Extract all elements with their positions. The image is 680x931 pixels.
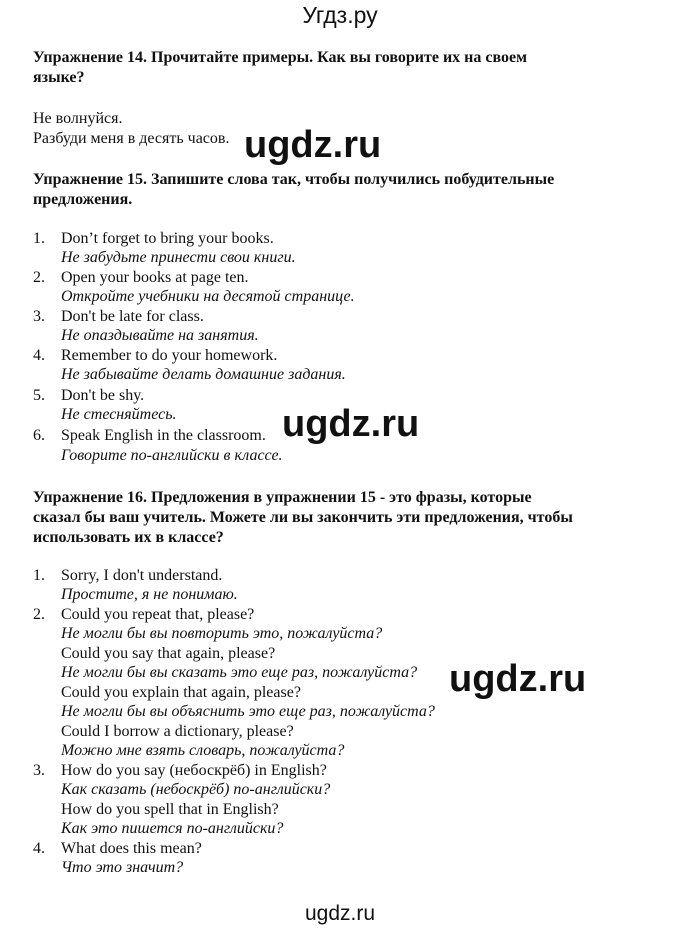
ex16-title-line1: Упражнение 16. Предложения в упражнении 15 - это фразы, которые xyxy=(33,489,532,506)
ex14-title-line2: языке? xyxy=(33,69,85,86)
watermark-3: ugdz.ru xyxy=(449,658,587,700)
ex15-item-english: Don’t forget to bring your books. xyxy=(61,230,274,247)
ex15-item-number: 5. xyxy=(33,387,45,404)
ex16-phrase-russian: Не могли бы вы сказать это еще раз, пожалуйста? xyxy=(61,664,418,681)
ex16-phrase-english: Could you say that again, please? xyxy=(61,645,276,662)
ex15-item-english: Don't be late for class. xyxy=(61,308,204,325)
ex15-item-russian: Не стесняйтесь. xyxy=(61,406,177,423)
ex16-title-line2: сказал бы ваш учитель. Можете ли вы закончить эти предложения, чтобы xyxy=(33,509,573,526)
watermark-2: ugdz.ru xyxy=(282,403,420,445)
ex15-item-english: Speak English in the classroom. xyxy=(61,427,266,444)
ex15-item-number: 6. xyxy=(33,427,45,444)
ex15-item-russian: Не забудьте принести свои книги. xyxy=(61,249,296,266)
ex15-item-number: 4. xyxy=(33,347,45,364)
ex16-phrase-english: Could you explain that again, please? xyxy=(61,684,301,701)
ex16-item-number: 4. xyxy=(33,840,45,857)
ex16-phrase-russian: Как это пишется по-английски? xyxy=(61,820,284,837)
ex16-item-number: 3. xyxy=(33,762,45,779)
ex16-phrase-russian: Можно мне взять словарь, пожалуйста? xyxy=(61,742,345,759)
ex16-phrase-russian: Не могли бы вы объяснить это еще раз, пожалуйста? xyxy=(61,703,435,720)
site-header: Угдз.ру xyxy=(302,2,378,28)
ex15-item-number: 2. xyxy=(33,269,45,286)
ex16-phrase-russian: Не могли бы вы повторить это, пожалуйста? xyxy=(61,625,383,642)
site-footer: ugdz.ru xyxy=(304,902,376,925)
ex16-item-number: 2. xyxy=(33,606,45,623)
ex15-item-russian: Не опаздывайте на занятия. xyxy=(61,327,259,344)
ex16-item-number: 1. xyxy=(33,567,45,584)
ex16-phrase-english: Could you repeat that, please? xyxy=(61,606,255,623)
ex15-item-english: Remember to do your homework. xyxy=(61,347,278,364)
ex15-title-line2: предложения. xyxy=(33,191,133,208)
ex14-title-line1: Упражнение 14. Прочитайте примеры. Как вы говорите их на своем xyxy=(33,49,528,66)
ex16-phrase-russian: Как сказать (небоскрёб) по-английски? xyxy=(61,781,331,798)
ex15-item-russian: Не забывайте делать домашние задания. xyxy=(61,366,346,383)
ex16-phrase-english: How do you say (небоскрёб) in English? xyxy=(61,762,327,779)
ex16-phrase-russian: Что это значит? xyxy=(61,859,184,876)
ex16-phrase-english: What does this mean? xyxy=(61,840,202,857)
ex16-phrase-russian: Простите, я не понимаю. xyxy=(61,586,238,603)
ex16-title-line3: использовать их в классе? xyxy=(33,529,224,546)
ex14-line-1: Не волнуйся. xyxy=(33,110,123,127)
ex15-title-line1: Упражнение 15. Запишите слова так, чтобы получились побудительные xyxy=(33,171,555,188)
watermark-1: ugdz.ru xyxy=(244,124,382,166)
ex16-phrase-english: Sorry, I don't understand. xyxy=(61,567,223,584)
ex15-item-russian: Откройте учебники на десятой странице. xyxy=(61,288,355,305)
ex15-item-russian: Говорите по-английски в классе. xyxy=(61,447,283,464)
ex15-item-number: 1. xyxy=(33,230,45,247)
ex15-item-english: Open your books at page ten. xyxy=(61,269,249,286)
ex14-line-2: Разбуди меня в десять часов. xyxy=(33,130,230,147)
ex15-item-english: Don't be shy. xyxy=(61,387,145,404)
ex16-phrase-english: How do you spell that in English? xyxy=(61,801,279,818)
ex15-item-number: 3. xyxy=(33,308,45,325)
ex16-phrase-english: Could I borrow a dictionary, please? xyxy=(61,723,294,740)
